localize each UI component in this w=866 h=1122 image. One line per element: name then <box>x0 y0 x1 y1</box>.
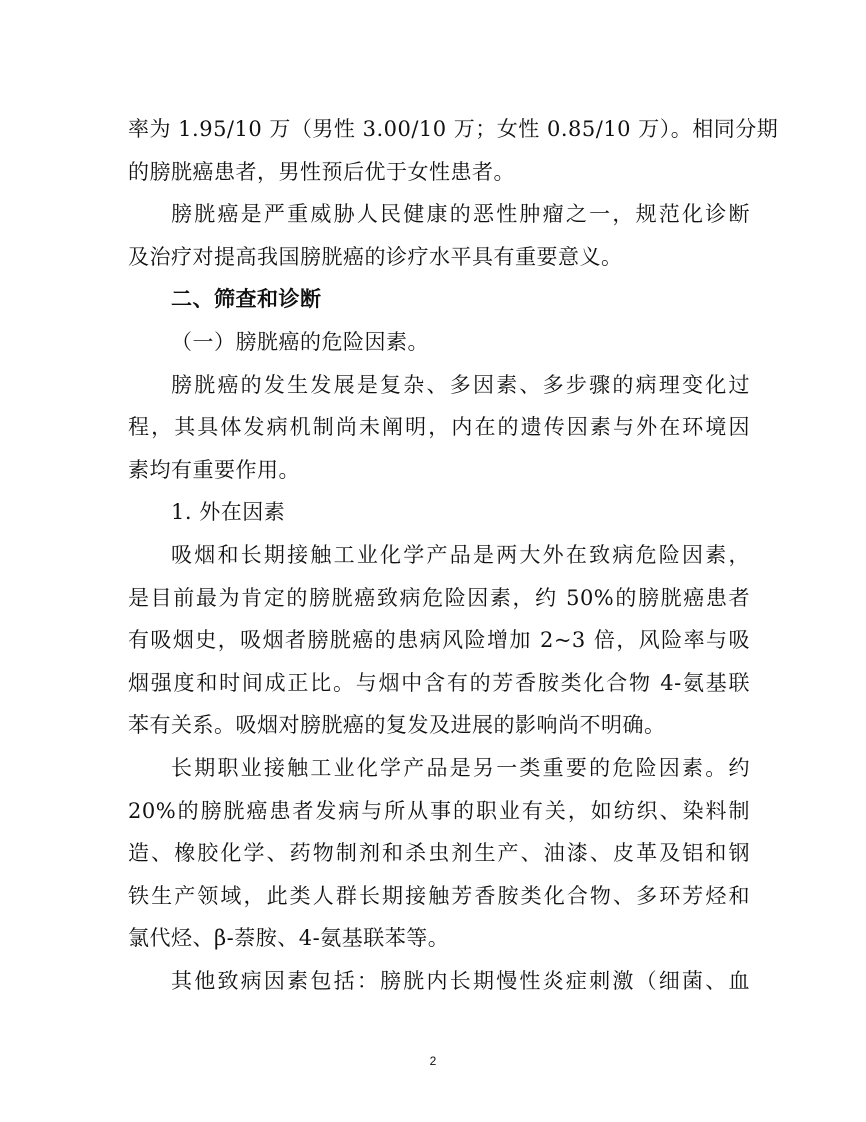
text-line: 是目前最为肯定的膀胱癌致病危险因素，约 50%的膀胱癌患者 <box>128 585 750 610</box>
text-line: 烟强度和时间成正比。与烟中含有的芳香胺类化合物 4-氨基联 <box>128 670 750 695</box>
text-line: 膀胱癌是严重威胁人民健康的恶性肿瘤之一，规范化诊断 <box>171 202 750 227</box>
document-body <box>128 108 779 1002</box>
text-line: 及治疗对提高我国膀胱癌的诊疗水平具有重要意义。 <box>128 244 623 269</box>
page-number: 2 <box>429 1054 437 1068</box>
text-line: 铁生产领域，此类人群长期接触芳香胺类化合物、多环芳烃和 <box>128 883 750 908</box>
text-line: 苯有关系。吸烟对膀胱癌的复发及进展的影响尚不明确。 <box>128 713 666 738</box>
text-line: 长期职业接触工业化学产品是另一类重要的危险因素。约 <box>171 755 750 780</box>
text-line: 20%的膀胱癌患者发病与所从事的职业有关，如纺织、染料制 <box>128 798 750 823</box>
text-line: 膀胱癌的发生发展是复杂、多因素、多步骤的病理变化过 <box>171 372 750 397</box>
text-line: 其他致病因素包括：膀胱内长期慢性炎症刺激（细菌、血 <box>171 968 750 993</box>
text-line: 的膀胱癌患者，男性预后优于女性患者。 <box>128 159 515 184</box>
text-line: 素均有重要作用。 <box>128 457 300 482</box>
text-line: 程，其具体发病机制尚未阐明，内在的遗传因素与外在环境因 <box>128 415 750 440</box>
text-line: （一）膀胱癌的危险因素。 <box>171 329 429 354</box>
text-line: 有吸烟史，吸烟者膀胱癌的患病风险增加 2~3 倍，风险率与吸 <box>128 628 750 653</box>
text-line: 吸烟和长期接触工业化学产品是两大外在致病危险因素， <box>171 542 750 567</box>
text-line: 氯代烃、β-萘胺、4-氨基联苯等。 <box>128 926 450 951</box>
text-line: 率为 1.95/10 万（男性 3.00/10 万；女性 0.85/10 万）。相同分期 <box>128 117 779 141</box>
text-line: 造、橡胶化学、药物制剂和杀虫剂生产、油漆、皮革及铝和钢 <box>128 841 750 866</box>
text-line: 1. 外在因素 <box>171 500 286 525</box>
section-heading: 二、筛查和诊断 <box>171 287 322 312</box>
